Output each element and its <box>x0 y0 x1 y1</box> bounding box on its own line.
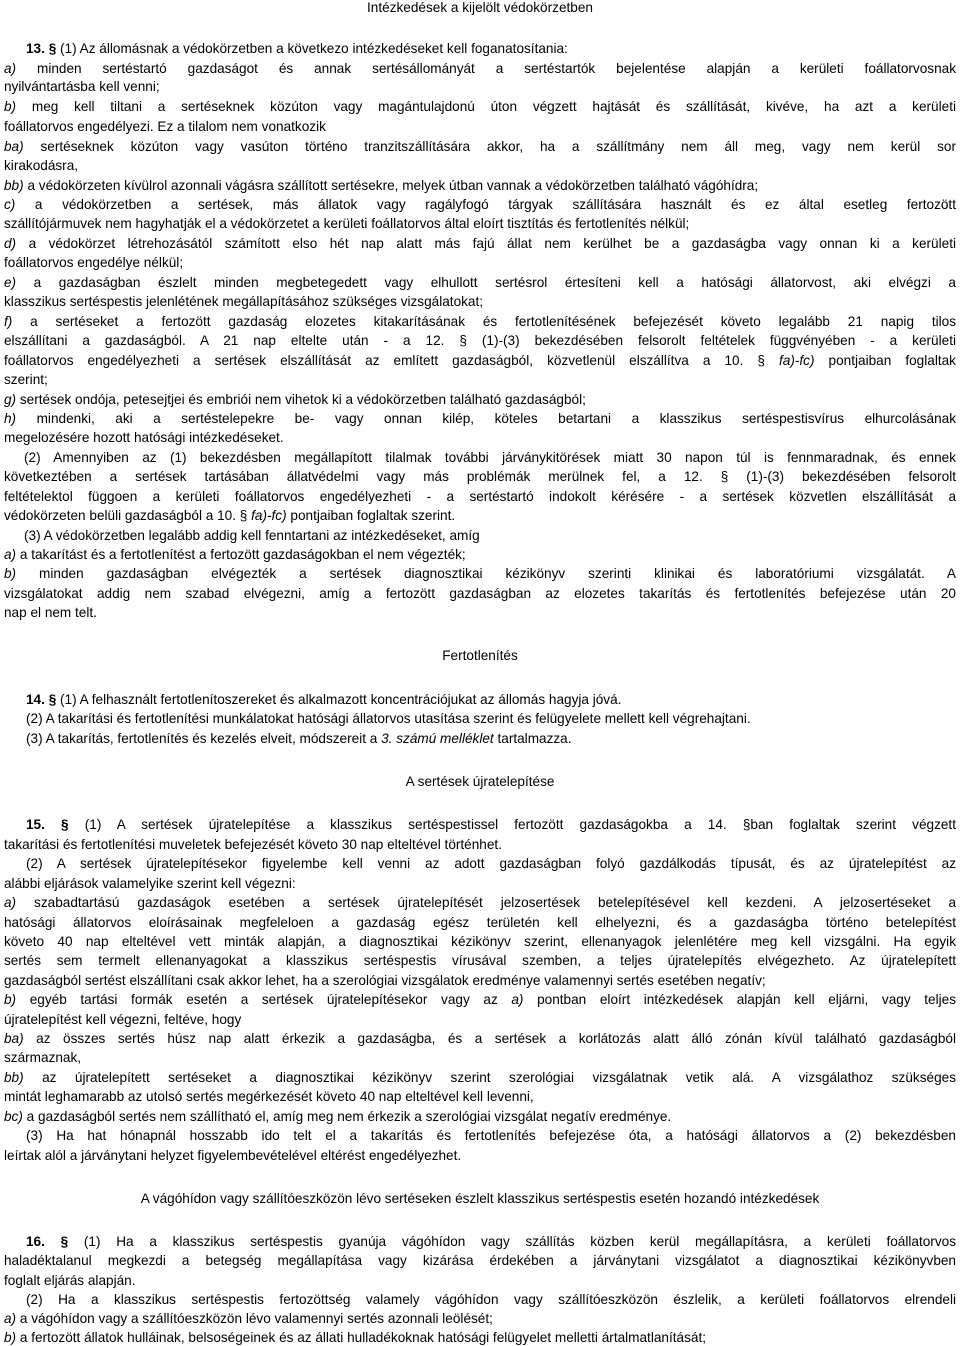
section-symbol: § <box>48 41 57 56</box>
text-span: a sertéseket a fertozött gazdaság elozetes kitakarításának és fertotlenítésének befejezését követo legalább 21 napig tilos <box>30 314 956 329</box>
item-label: b) <box>4 99 17 114</box>
text-line <box>4 139 956 155</box>
text-line: következtében a sertések tartásában állatvédelmi vagy más problémák merülnek fel, a 12. § (1)-(3) bekezdésében felsorolt <box>4 469 956 484</box>
text-line: vizsgálatokat addig nem szabad elvégezni, amíg a fertozött gazdaságban az elozetes takarítás és fertotlenítés befejezése után 20 <box>4 586 956 601</box>
item-label: a) <box>4 61 17 76</box>
text-line: elszállítani a gazdaságból. A 21 nap eltelte után - a 12. § (1)-(3) bekezdésében felsorolt feltételek függvényében - a kerületi <box>4 333 956 348</box>
section-symbol: § <box>61 817 69 832</box>
text-span: a vágóhídon vagy a szállítóeszközön lévo valamennyi sertés azonnali leölését; <box>16 1311 493 1326</box>
text-span: (1) A sertések újratelepítése a klasszikus sertéspestissel fertozött gazdaságokba a 14. §ban foglaltak szerint végzett <box>68 817 956 832</box>
paragraph-15 <box>4 817 956 833</box>
text-span: a védokörzetben a sertések, más állatok vagy ragályfogó tárgyak szállítására használt és ez által esetleg fertozött <box>34 197 956 212</box>
text-span: minden gazdaságban elvégezték a sertések diagnosztikai kézikönyv szerinti klinikai és laboratóriumi vizsgálatát. A <box>39 566 956 581</box>
text-line <box>4 178 956 194</box>
text-span: sertések ondója, petesejtjei és embriói nem vihetok ki a védokörzetben található gazdaságból; <box>19 392 586 407</box>
section-number: 14. <box>26 692 45 707</box>
text-line <box>4 411 956 427</box>
text-line: kirakodásra, <box>4 158 79 173</box>
paragraph-13-intro <box>4 41 956 57</box>
text-span: a védokörzet létrehozásától számított elso hét nap alatt más fajú állat nem kerülhet be a gazdaságba vagy onnan ki a kerületi <box>28 236 956 251</box>
text-span: fa)-fc) <box>779 353 815 368</box>
text-line: származnak, <box>4 1050 82 1065</box>
paragraph-16 <box>4 1234 956 1250</box>
item-label: ba) <box>4 1031 24 1046</box>
text-span: a) <box>511 992 524 1007</box>
text-line <box>4 566 956 582</box>
text-line <box>4 1330 956 1346</box>
text-line <box>4 61 956 77</box>
text-span: foállatorvos engedélyezi. <box>4 119 154 134</box>
text-line: (2) Amennyiben az (1) bekezdésben megállapított tilalmak további járványkitörések miatt 30 napon túl is fennmaradnak, és ennek <box>24 450 956 465</box>
text-line: haladéktalanul megkezdi a betegség megállapítása vagy kizárása érdekében a járványtani vizsgálatot a diagnosztikai kézikönyvben <box>4 1253 956 1268</box>
text-span: (3) A takarítás, fertotlenítés és kezelés elveit, módszereit a <box>26 731 382 746</box>
item-label: f) <box>4 314 13 329</box>
text-line: leírtak alól a járványtani helyzet figyelembevételével eltérést engedélyezhet. <box>4 1148 462 1163</box>
text-line: foglalt eljárás alapján. <box>4 1273 136 1288</box>
text-line: gazdaságból sertést elszállítani csak akkor lehet, ha a szerológiai vizsgálatok eredménye valamennyi sertés esetében negatív; <box>4 973 766 988</box>
text-line <box>4 197 956 213</box>
text-span: egyéb tartási formák esetén a sertések újratelepítésekor vagy az <box>29 992 512 1007</box>
text-line: klasszikus sertéspestis jelenlétének megállapításához szükséges vizsgálatokat; <box>4 294 484 309</box>
item-label: e) <box>4 275 17 290</box>
section-number: 16. <box>26 1234 45 1249</box>
text-line: (3) Ha hat hónapnál hosszabb ido telt el a takarítás és fertotlenítés befejezése óta, a hatósági állatorvos a (2) bekezdésben <box>26 1128 956 1143</box>
text-span: a fertozött állatok hulláinak, belsoségeinek és az állati hulladékoknak hatósági felügyelet melletti ártalmatlanítását; <box>16 1330 707 1345</box>
text-span: Ez a tilalom nem vonatkozik <box>157 119 326 134</box>
section-symbol: § <box>60 1234 69 1249</box>
text-span: a védokörzeten kívülrol azonnali vágásra szállított sertésekre, melyek útban vannak a védokörzetben található vágóhídra; <box>27 178 759 193</box>
section-symbol: § <box>48 692 57 707</box>
text-span: (1) A felhasznált fertotlenítoszereket és alkalmazott koncentrációjukat az állomás hagyja jóvá. <box>56 692 622 707</box>
item-label: d) <box>4 236 17 251</box>
item-label: ba) <box>4 139 24 154</box>
text-line: (2) A takarítási és fertotlenítési munkálatokat hatósági állatorvos utasítása szerint és felügyelete mellett kell végrehajtani. <box>26 711 751 726</box>
item-label: b) <box>4 566 17 581</box>
text-line: követo 40 nap elteltével vett minták alapján, a diagnosztikai kézikönyv szerint, ellenanyagok jelenlétére meg kell vizsgálni. Ha egyik <box>4 934 956 949</box>
text-span: pontban eloírt intézkedések alapján kell eljárni, vagy teljes <box>523 992 956 1007</box>
item-label: a) <box>4 895 17 910</box>
text-line <box>4 731 956 747</box>
text-line <box>4 547 956 563</box>
text-span: az újratelepített sertéseket a diagnosztikai kézikönyv szerint szerológiai vizsgálatnak vetik alá. A vizsgálathoz szükséges <box>42 1070 956 1085</box>
section-title: Intézkedések a kijelölt védokörzetben <box>367 0 593 15</box>
text-line: alábbi eljárások valamelyike szerint kell végezni: <box>4 876 296 891</box>
item-label: b) <box>4 1330 17 1345</box>
text-span: a gazdaságból sertés nem szállítható el, amíg meg nem érkezik a szerológiai vizsgálat negatív eredménye. <box>26 1109 672 1124</box>
item-label: bb) <box>4 178 24 193</box>
text-span: védokörzeten belüli gazdaságból a 10. § <box>4 508 252 523</box>
text-span: pontjaiban foglaltak <box>814 353 956 368</box>
item-label: g) <box>4 392 17 407</box>
text-line: (2) A sertések újratelepítésekor figyelembe kell venni az adott gazdaságban folyó gazdálkodás típusát, és az újratelepítést az <box>26 856 956 871</box>
text-span: (1) Ha a klasszikus sertéspestis gyanúja vágóhídon vagy szállítás közben kerül megállapításra, a kerületi foállatorvos <box>68 1234 956 1249</box>
item-label: c) <box>4 197 16 212</box>
text-line <box>4 119 956 135</box>
heading-fertotlenites: Fertotlenítés <box>442 648 518 663</box>
text-line: megelozésére hozott hatósági intézkedéseket. <box>4 430 284 445</box>
text-line <box>4 992 956 1008</box>
text-line <box>4 353 956 369</box>
heading-ujratelepites: A sertések újratelepítése <box>405 774 555 789</box>
text-line <box>4 314 956 330</box>
text-line: takarítási és fertotlenítési muveletek befejezését követo 30 nap elteltével történhet. <box>4 837 502 852</box>
text-span: a takarítást és a fertotlenítést a fertozött gazdaságokban el nem végezték; <box>19 547 466 562</box>
section-number: 13. <box>26 41 45 56</box>
text-span: 3. számú melléklet <box>381 731 494 746</box>
text-line: hatósági állatorvos eloírásainak megfeleloen a gazdaság egész területén kell elhelyezni, és a gazdaságba történo betelepítést <box>4 915 956 930</box>
text-span: mindenki, aki a sertéstelepekre be- vagy onnan kilép, köteles betartani a klasszikus sertéspestisvírus elhurcolásának <box>36 411 957 426</box>
text-line <box>4 1070 956 1086</box>
text-line <box>4 508 956 524</box>
item-label: h) <box>4 411 17 426</box>
paragraph-14 <box>4 692 956 708</box>
item-label: a) <box>4 1311 17 1326</box>
text-span: szabadtartású gazdaságok esetében a sertések újratelepítését jelzosertések betelepítésével kell kezdeni. A jelzosertéseket a <box>34 895 956 910</box>
text-line <box>4 99 956 115</box>
item-label: a) <box>4 547 17 562</box>
text-line: nap el nem telt. <box>4 605 97 620</box>
text-line: (1) Az állomásnak a védokörzetben a következo intézkedéseket kell foganatosítania: <box>60 41 568 56</box>
text-span: a gazdaságban észlelt minden megbetegedett vagy elhullott sertésrol értesíteni kell a hatósági állatorvost, aki elvégzi a <box>33 275 956 290</box>
text-line <box>4 1311 956 1327</box>
text-line <box>4 1109 956 1125</box>
text-line: feltételektol függoen a kerületi foállatorvos engedélyezheti - a sertéstartó indokolt kérésére - a sertések közvetlen elszállítását a <box>4 489 956 504</box>
text-span: minden sertéstartó gazdaságot és annak sertésállományát a sertéstartók bejelentése alapján a kerületi foállatorvosnak <box>37 61 956 76</box>
text-span: foállatorvos engedélyezheti a sertések elszállítását az említett gazdaságból, közvetlenül elszállítva a 10. § <box>4 353 780 368</box>
text-line: nyilvántartásba kell venni; <box>4 79 160 94</box>
text-line: szerint; <box>4 372 48 387</box>
text-line: szállítójármuvek nem hagyhatják el a védokörzetet a kerületi foállatorvos által eloírt tisztítás és fertotlenítés nélkül; <box>4 216 690 231</box>
text-span: fa)-fc) <box>251 508 287 523</box>
item-label: bb) <box>4 1070 24 1085</box>
text-span: meg kell tiltani a sertéseknek közúton vagy magántulajdonú úton végzett hajtását és szállítását, kivéve, ha azt a kerületi <box>31 99 956 114</box>
text-line <box>4 392 956 408</box>
text-line: (2) Ha a klasszikus sertéspestis fertozöttség valamely vágóhídon vagy szállítóeszközön észlelik, a kerületi foállatorvos elrendeli <box>26 1292 956 1307</box>
item-label: b) <box>4 992 17 1007</box>
section-number: 15. <box>26 817 45 832</box>
text-line: mintát leghamarabb az utolsó sertés megérkezését követo 40 nap elteltével kell levenni, <box>4 1089 534 1104</box>
text-span: tartalmazza. <box>493 731 572 746</box>
item-label: bc) <box>4 1109 23 1124</box>
text-line: foállatorvos engedélye nélkül; <box>4 255 184 270</box>
text-line <box>4 275 956 291</box>
text-line: újratelepítést kell végezni, feltéve, hogy <box>4 1012 242 1027</box>
text-span: pontjaiban foglaltak szerint. <box>286 508 456 523</box>
text-line <box>4 236 956 252</box>
text-span: az összes sertés húsz nap alatt érkezik a gazdaságba, és a sertések a korlátozás alatt álló zónán kívül található gazdaságból <box>36 1031 956 1046</box>
text-span: sertéseknek közúton vagy vasúton történo tranzitszállítására akkor, ha a szállítmány nem áll meg, vagy nem kerül sor <box>40 139 956 154</box>
heading-vagohid: A vágóhídon vagy szállítóeszközön lévo sertéseken észlelt klasszikus sertéspestis esetén hozandó intézkedések <box>140 1191 820 1206</box>
text-line: (3) A védokörzetben legalább addig kell fenntartani az intézkedéseket, amíg <box>24 528 480 543</box>
text-line <box>4 895 956 911</box>
text-line <box>4 1031 956 1047</box>
text-line: sertés sem termelt ellenanyagokat a klasszikus sertéspestis vírusával szemben, a teljes újratelepítés elvégezheto. Az újratelepített <box>4 953 956 968</box>
